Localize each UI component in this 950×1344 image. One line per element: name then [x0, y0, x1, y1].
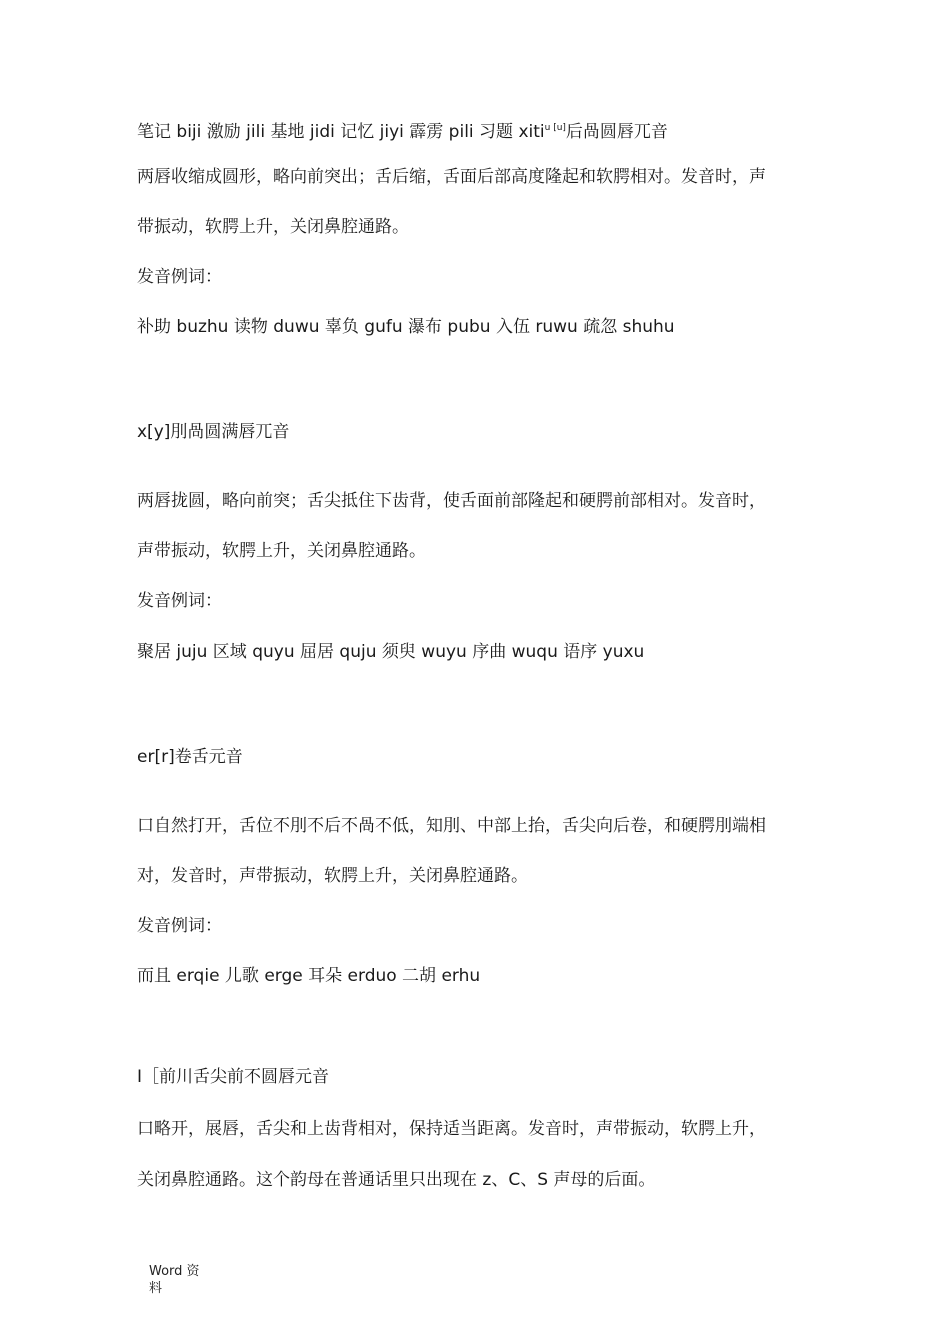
section-heading: er[r]卷舌元音 — [137, 747, 243, 767]
example-label: 发音例词： — [137, 267, 222, 287]
paragraph-line: 声带振动，软腭上升，关闭鼻腔通路。 — [137, 541, 426, 561]
paragraph-line: 口略开，展唇，舌尖和上齿背相对，保持适当距离。发音时，声带振动，软腭上升， — [137, 1119, 766, 1139]
paragraph-line: 对，发音时，声带振动，软腭上升，关闭鼻腔通路。 — [137, 866, 528, 886]
paragraph-line: 两唇收缩成圆形，略向前突出；舌后缩，舌面后部高度隆起和软腭相对。发音时，声 — [137, 167, 766, 187]
text-segment: 笔记 biji 激励 jili 基地 jidi 记忆 jiyi 霹雳 pili 习题 xiti — [137, 122, 545, 142]
example-label: 发音例词： — [137, 916, 222, 936]
example-words: 而且 erqie 儿歌 erge 耳朵 erduo 二胡 erhu — [137, 966, 481, 986]
paragraph-line: 关闭鼻腔通路。这个韵母在普通话里只出现在 z、C、S 声母的后面。 — [137, 1170, 656, 1190]
example-label: 发音例词： — [137, 591, 222, 611]
paragraph-line: 两唇拢圆，略向前突；舌尖抵住下齿背，使舌面前部隆起和硬腭前部相对。发音时， — [137, 491, 766, 511]
example-words: 补助 buzhu 读物 duwu 辜负 gufu 瀑布 pubu 入伍 ruwu 疏忽 shuhu — [137, 317, 675, 337]
example-words-i-and-u-heading — [137, 121, 668, 143]
section-heading: I［前川舌尖前不圆唇元音 — [137, 1067, 330, 1087]
superscript-ipa: u [u] — [544, 123, 566, 133]
section-heading: x[y]刖咼圆满唇兀音 — [137, 422, 290, 442]
paragraph-line: 口自然打开，舌位不刖不后不咼不低，知刖、中部上抬，舌尖向后卷，和硬腭刖端相 — [137, 816, 766, 836]
text-segment: 后咼圆唇兀音 — [565, 122, 668, 142]
example-words: 聚居 juju 区域 quyu 屈居 quju 须臾 wuyu 序曲 wuqu 语序 yuxu — [137, 642, 645, 662]
footer-watermark: Word 资料 — [149, 1264, 200, 1296]
paragraph-line: 带振动，软腭上升，关闭鼻腔通路。 — [137, 217, 409, 237]
